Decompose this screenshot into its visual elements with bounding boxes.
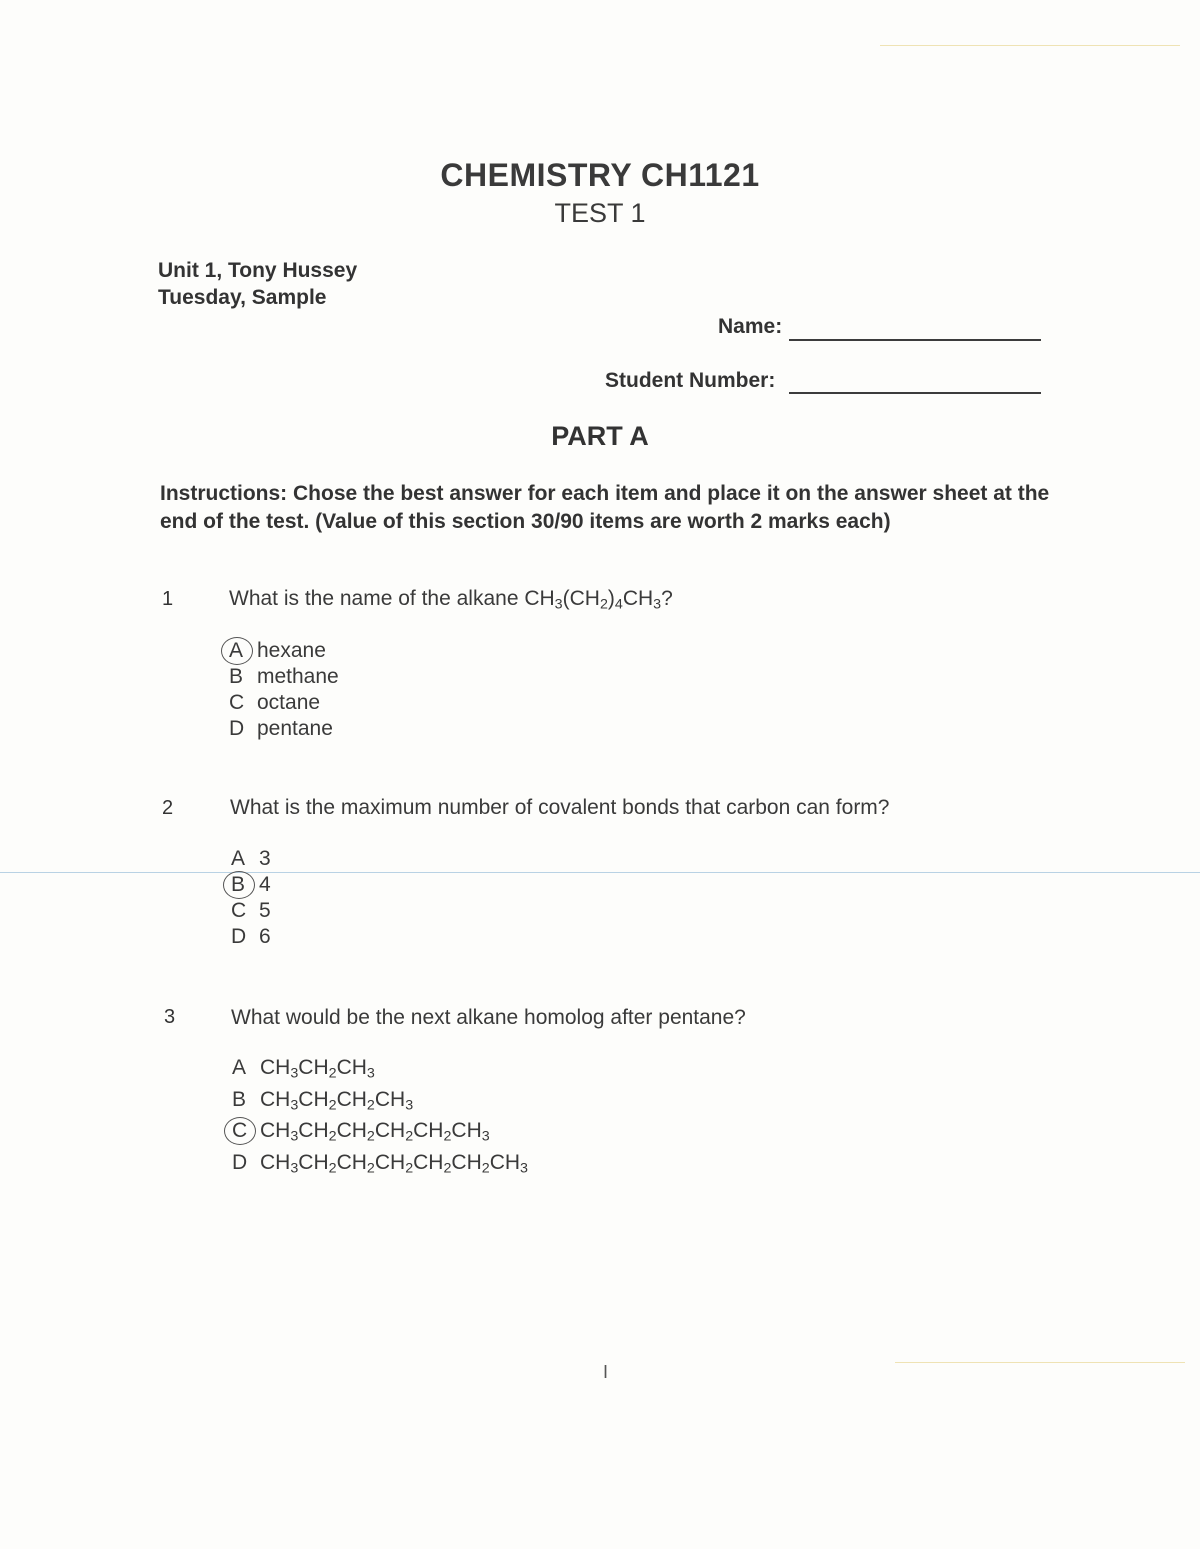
- option-text: 5: [259, 899, 271, 922]
- option-text: $CH_3CH_2CH_2CH_3$: [260, 1087, 414, 1114]
- option-text: 4: [259, 873, 271, 896]
- option-text: 6: [259, 925, 271, 948]
- student-number-field[interactable]: [789, 392, 1041, 394]
- scan-artifact-fold-line: [0, 872, 1200, 873]
- option[interactable]: [232, 1150, 528, 1182]
- option-letter: D: [231, 925, 247, 948]
- option-text: 3: [259, 847, 271, 870]
- student-number-label: Student Number:: [605, 369, 776, 392]
- question-text: What is the name of the alkane $CH_3(CH_2)_4CH_3$?: [229, 587, 673, 613]
- option-letter: D: [229, 717, 245, 740]
- option-text: $CH_3CH_2CH_2CH_2CH_2CH_3$: [260, 1119, 490, 1145]
- instructions: Instructions: Chose the best answer for each item and place it on the answer sheet at the end of the test. (Value of this section 30/90 items are worth 2 marks each): [160, 482, 1050, 533]
- option[interactable]: [232, 1087, 528, 1119]
- option-letter-circled: C: [232, 1118, 260, 1144]
- question-number: 1: [162, 588, 174, 610]
- scan-artifact-bottom: [895, 1362, 1185, 1363]
- part-heading: PART A: [551, 421, 649, 451]
- name-field[interactable]: [789, 339, 1041, 341]
- unit-info: Unit 1, Tony Hussey: [158, 259, 358, 282]
- option-text: hexane: [257, 639, 326, 662]
- option[interactable]: [232, 1118, 528, 1150]
- question-text: What is the maximum number of covalent bonds that carbon can form?: [230, 796, 890, 819]
- scan-artifact-top: [880, 45, 1180, 46]
- page-number: I: [603, 1362, 609, 1382]
- option[interactable]: [232, 1055, 528, 1087]
- options-list: [232, 1055, 528, 1181]
- option-letter: C: [229, 691, 245, 714]
- option[interactable]: [229, 664, 339, 690]
- option[interactable]: [231, 898, 271, 924]
- option[interactable]: [231, 924, 271, 950]
- option[interactable]: [229, 690, 339, 716]
- date-info: Tuesday, Sample: [158, 286, 327, 309]
- option-letter: D: [232, 1150, 248, 1174]
- options-list: [231, 846, 271, 950]
- option-text: octane: [257, 691, 321, 714]
- page-subtitle: TEST 1: [554, 198, 646, 228]
- option[interactable]: [231, 846, 271, 872]
- option-letter-circled: B: [231, 872, 259, 898]
- option-letter: C: [231, 899, 247, 922]
- option-text: methane: [257, 665, 339, 688]
- option-letter: A: [231, 847, 246, 870]
- page-title: CHEMISTRY CH1121: [440, 157, 760, 193]
- question-text: What would be the next alkane homolog after pentane?: [231, 1006, 746, 1029]
- option-letter: B: [232, 1087, 247, 1111]
- question-number: 2: [162, 797, 174, 819]
- option[interactable]: [229, 716, 339, 742]
- option[interactable]: [229, 638, 339, 664]
- option-letter: B: [229, 665, 244, 688]
- option-letter-circled: A: [229, 638, 257, 664]
- option-text: $CH_3CH_2CH_2CH_2CH_2CH_2CH_3$: [260, 1150, 528, 1177]
- question-number: 3: [164, 1006, 176, 1028]
- option-letter: A: [232, 1056, 247, 1079]
- options-list: [229, 638, 339, 742]
- option[interactable]: [231, 872, 271, 898]
- option-text: pentane: [257, 717, 333, 740]
- name-label: Name:: [718, 315, 783, 338]
- option-text: $CH_3CH_2CH_3$: [260, 1056, 375, 1082]
